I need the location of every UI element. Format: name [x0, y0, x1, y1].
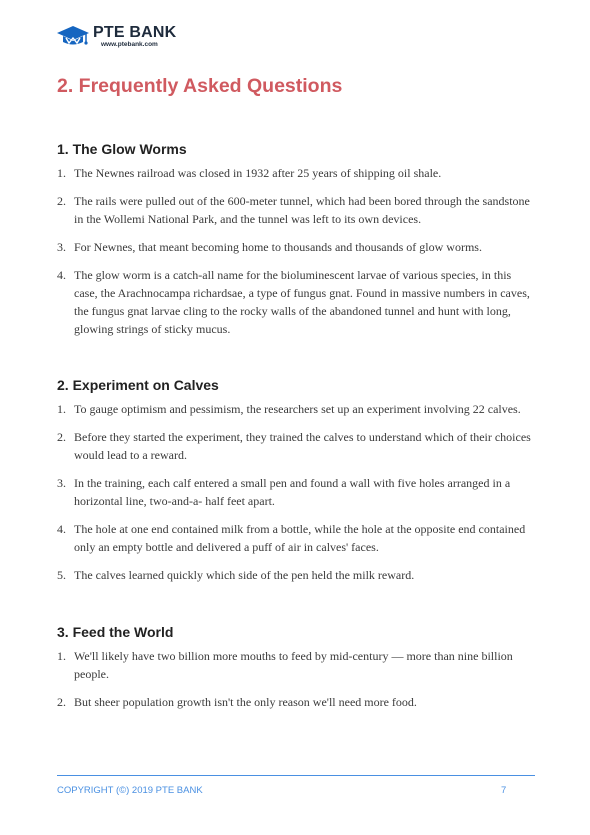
- item-text: In the training, each calf entered a small pen and found a wall with five holes arranged in a horizontal line, two-and-a- half feet apart.: [74, 476, 511, 508]
- question-list: [57, 647, 535, 711]
- page-title: 2. Frequently Asked Questions: [57, 75, 343, 97]
- page-number: 7: [501, 785, 507, 796]
- item-number: 1.: [57, 166, 66, 180]
- item-number: 3.: [57, 240, 66, 254]
- item-number: 3.: [57, 476, 66, 490]
- list-item: [57, 566, 535, 584]
- item-text: We'll likely have two billion more mouths to feed by mid-century — more than nine billion people.: [74, 649, 513, 681]
- item-text: The calves learned quickly which side of the pen held the milk reward.: [74, 568, 415, 582]
- item-number: 2.: [57, 695, 66, 709]
- item-text: The Newnes railroad was closed in 1932 after 25 years of shipping oil shale.: [74, 166, 442, 180]
- list-item: [57, 647, 535, 683]
- item-number: 4.: [57, 268, 66, 282]
- item-number: 1.: [57, 649, 66, 663]
- list-item: [57, 266, 535, 338]
- section-feed-the-world: [57, 624, 535, 721]
- footer-divider: [57, 775, 535, 776]
- item-text: To gauge optimism and pessimism, the researchers set up an experiment involving 22 calves.: [74, 402, 521, 416]
- brand-url: www.ptebank.com: [101, 41, 158, 48]
- list-item: [57, 164, 535, 182]
- item-number: 1.: [57, 402, 66, 416]
- question-list: [57, 164, 535, 338]
- brand-logo: [57, 24, 187, 50]
- list-item: [57, 693, 535, 711]
- section-heading: 2. Experiment on Calves: [57, 377, 219, 393]
- item-number: 5.: [57, 568, 66, 582]
- section-heading: 3. Feed the World: [57, 624, 174, 640]
- section-heading: 1. The Glow Worms: [57, 141, 187, 157]
- item-number: 2.: [57, 430, 66, 444]
- graduation-cap-icon: [57, 24, 89, 48]
- list-item: [57, 520, 535, 556]
- brand-text: [93, 24, 176, 49]
- item-number: 2.: [57, 194, 66, 208]
- item-text: The glow worm is a catch-all name for the bioluminescent larvae of various species, in this case, the Arachnocampa richardsae, a type of fungus gnat. Found in massive numbers in caves, the fungus gnat larvae cling to the rocky walls of the abandoned tunnel and hunt with long, glowing strings of sticky mucus.: [74, 268, 530, 336]
- list-item: [57, 192, 535, 228]
- item-text: The hole at one end contained milk from a bottle, while the hole at the opposite end contained only an empty bottle and delivered a puff of air in calves' faces.: [74, 522, 526, 554]
- list-item: [57, 238, 535, 256]
- list-item: [57, 428, 535, 464]
- item-text: For Newnes, that meant becoming home to thousands and thousands of glow worms.: [74, 240, 482, 254]
- section-glow-worms: [57, 141, 535, 348]
- list-item: [57, 474, 535, 510]
- item-text: But sheer population growth isn't the only reason we'll need more food.: [74, 695, 417, 709]
- footer-copyright: COPYRIGHT (©) 2019 PTE BANK: [57, 785, 203, 796]
- question-list: [57, 400, 535, 584]
- list-item: [57, 400, 535, 418]
- item-text: Before they started the experiment, they trained the calves to understand which of their choices would lead to a reward.: [74, 430, 531, 462]
- item-number: 4.: [57, 522, 66, 536]
- brand-name: PTE BANK: [93, 24, 177, 41]
- item-text: The rails were pulled out of the 600-meter tunnel, which had been bored through the sandstone in the Wollemi National Park, and the tunnel was left to its own devices.: [74, 194, 530, 226]
- section-experiment-on-calves: [57, 377, 535, 594]
